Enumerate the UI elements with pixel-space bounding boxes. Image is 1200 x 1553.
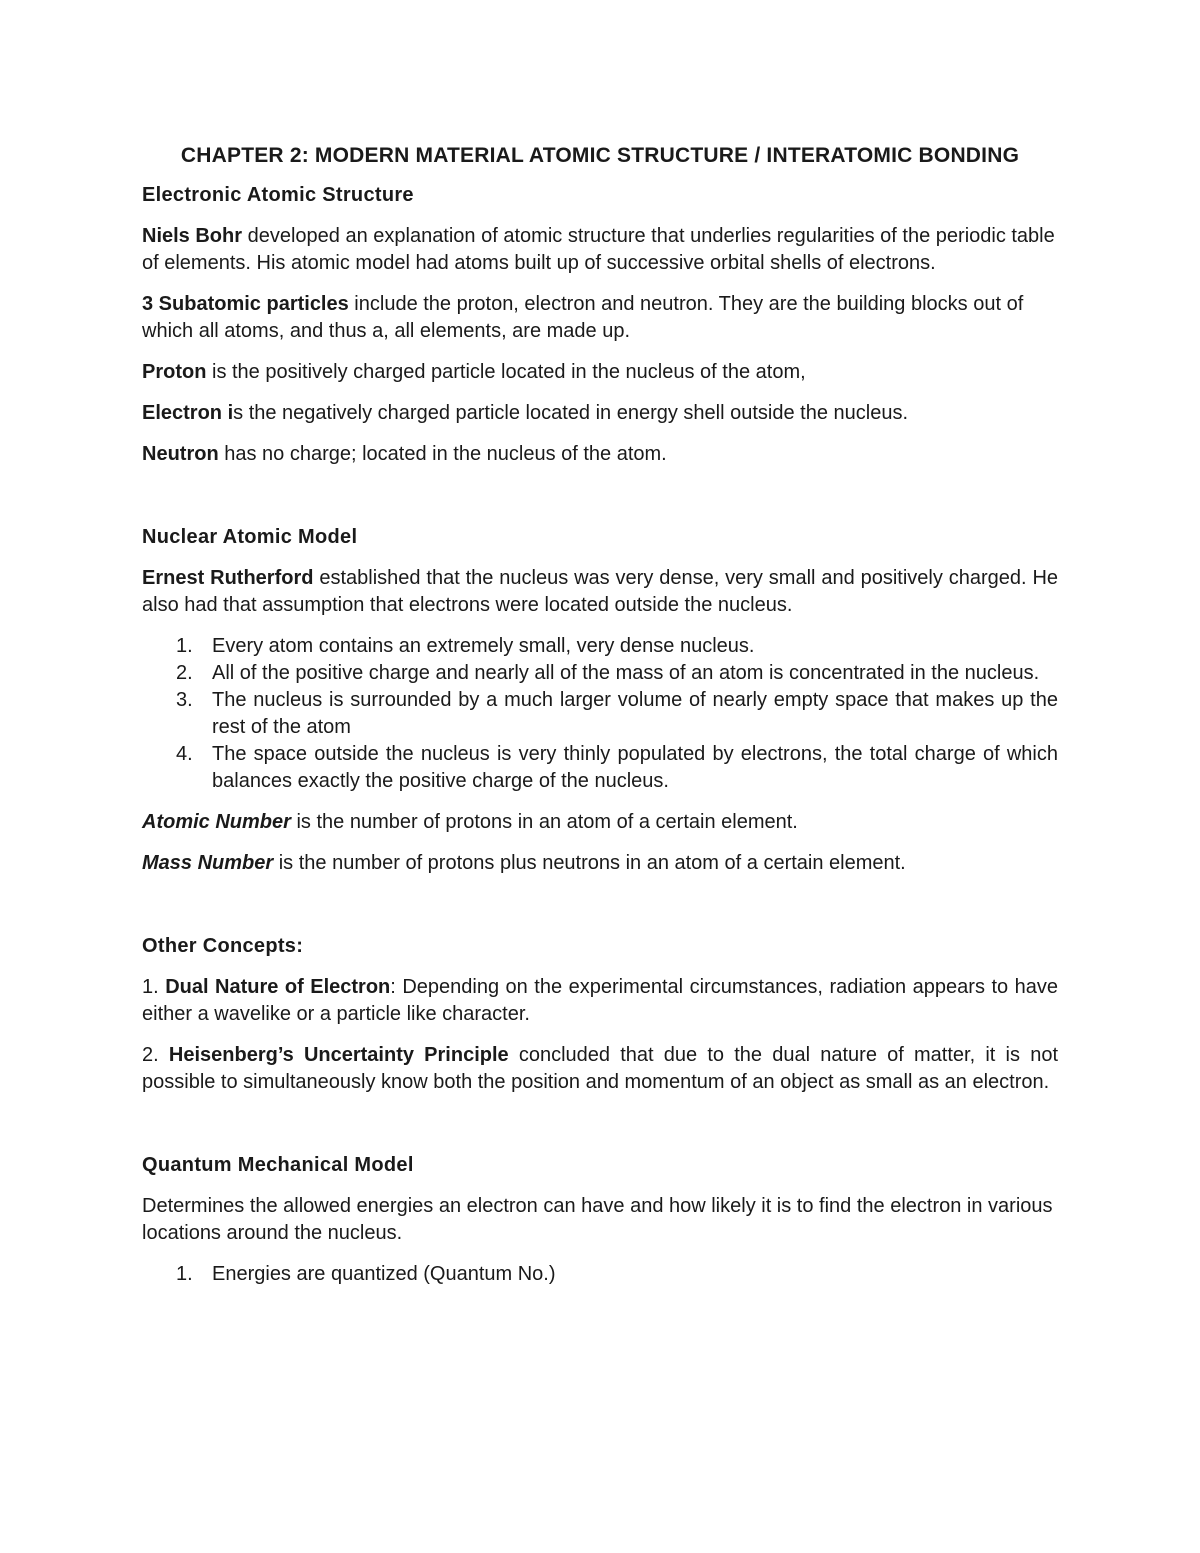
text-neutron: has no charge; located in the nucleus of the atom. (218, 443, 667, 465)
term-dual-nature: Dual Nature of Electron (165, 976, 391, 998)
chapter-title: CHAPTER 2: MODERN MATERIAL ATOMIC STRUCTURE / INTERATOMIC BONDING (180, 144, 1020, 167)
list-item-number: 1. (176, 635, 193, 657)
text-dual-nature: : Depending on the experimental circumstances, radiation appears to have either a wavelike or a particle like character. (142, 976, 1058, 1025)
term-atomic-number: Atomic Number (142, 811, 291, 833)
term-electron: Electron i (142, 402, 234, 424)
list-item (142, 1261, 1058, 1288)
paragraph-mass-number (142, 850, 1058, 877)
list-item (142, 687, 1058, 741)
document-page (142, 142, 1058, 1302)
paragraph-proton (142, 359, 1058, 386)
text-ernest-rutherford: established that the nucleus was very dense, very small and positively charged. He also had that assumption that electrons were located outside the nucleus. (142, 567, 1059, 616)
list-item-text: Every atom contains an extremely small, very dense nucleus. (212, 635, 755, 657)
term-ernest-rutherford: Ernest Rutherford (142, 567, 314, 589)
term-heisenberg: Heisenberg’s Uncertainty Principle (168, 1044, 509, 1066)
list-item-text: The space outside the nucleus is very thinly populated by electrons, the total charge of which balances exactly the positive charge of the nucleus. (212, 743, 1058, 792)
list-item-text: Energies are quantized (Quantum No.) (212, 1263, 556, 1285)
list-item-number: 2. (176, 662, 193, 684)
list-item-text: The nucleus is surrounded by a much larger volume of nearly empty space that makes up the rest of the atom (212, 689, 1058, 738)
quantum-list (142, 1261, 1058, 1288)
term-subatomic-particles: 3 Subatomic particles (142, 293, 349, 315)
list-item-number: 4. (176, 743, 193, 765)
term-mass-number: Mass Number (142, 852, 274, 874)
spacer (142, 891, 1058, 933)
item-number: 1. (142, 976, 166, 998)
text-electron: s the negatively charged particle located in energy shell outside the nucleus. (233, 402, 909, 424)
list-item (142, 741, 1058, 795)
paragraph-niels-bohr (142, 223, 1058, 277)
term-proton: Proton (142, 361, 207, 383)
list-item (142, 660, 1058, 687)
list-item-number: 1. (176, 1263, 193, 1285)
text-proton: is the positively charged particle located in the nucleus of the atom, (206, 361, 806, 383)
text-niels-bohr: developed an explanation of atomic structure that underlies regularities of the periodic table of elements. His atomic model had atoms built up of successive orbital shells of electrons. (142, 225, 1055, 274)
spacer (142, 1110, 1058, 1152)
text-atomic-number: is the number of protons in an atom of a certain element. (290, 811, 798, 833)
text-subatomic-particles: include the proton, electron and neutron. They are the building blocks out of which all atoms, and thus a, all elements, are made up. (142, 293, 1024, 342)
paragraph-heisenberg (142, 1042, 1058, 1096)
paragraph-neutron (142, 441, 1058, 468)
section-heading-quantum-mechanical-model: Quantum Mechanical Model (142, 1154, 414, 1176)
term-neutron: Neutron (142, 443, 219, 465)
section-heading-electronic-atomic-structure: Electronic Atomic Structure (142, 184, 414, 206)
spacer (142, 482, 1058, 524)
text-heisenberg: concluded that due to the dual nature of matter, it is not possible to simultaneously know both the position and momentum of an object as small as an electron. (142, 1044, 1058, 1093)
paragraph-dual-nature (142, 974, 1058, 1028)
section-heading-nuclear-atomic-model: Nuclear Atomic Model (142, 526, 358, 548)
list-item (142, 633, 1058, 660)
paragraph-atomic-number (142, 809, 1058, 836)
paragraph-quantum-intro: Determines the allowed energies an electron can have and how likely it is to find the electron in various locations around the nucleus. (142, 1195, 1053, 1244)
item-number: 2. (142, 1044, 169, 1066)
list-item-number: 3. (176, 689, 193, 711)
text-mass-number: is the number of protons plus neutrons in an atom of a certain element. (273, 852, 906, 874)
section-heading-other-concepts: Other Concepts: (142, 935, 304, 957)
rutherford-list (142, 633, 1058, 795)
paragraph-subatomic-particles (142, 291, 1058, 345)
term-niels-bohr: Niels Bohr (142, 225, 243, 247)
paragraph-electron (142, 400, 1058, 427)
paragraph-ernest-rutherford (142, 565, 1058, 619)
list-item-text: All of the positive charge and nearly all of the mass of an atom is concentrated in the nucleus. (212, 662, 1040, 684)
